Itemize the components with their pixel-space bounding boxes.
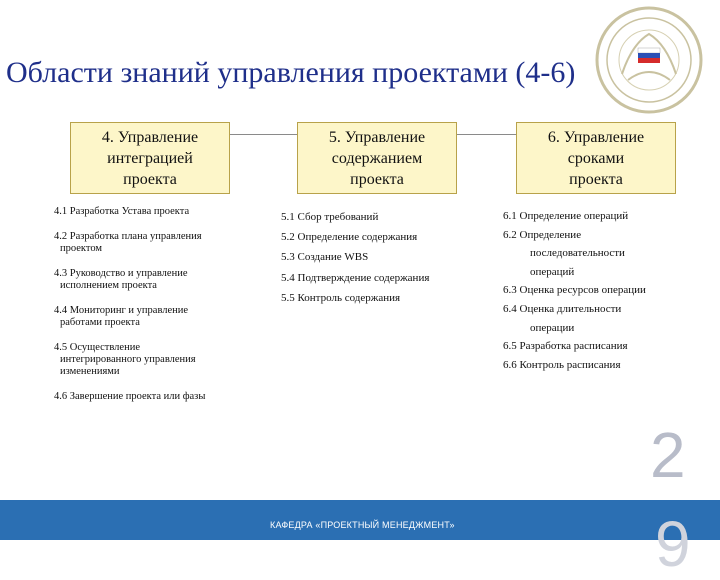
box-integration bbox=[70, 122, 230, 194]
integration-list bbox=[54, 206, 254, 416]
list-item: 4.6 Завершение проекта или фазы bbox=[54, 391, 206, 402]
list-item: 6.6 Контроль расписания bbox=[503, 358, 621, 371]
box-scope-line2: содержанием bbox=[331, 149, 423, 167]
box-scope-line1: 5. Управление bbox=[328, 128, 426, 146]
box-time-line2: сроками bbox=[567, 149, 625, 167]
list-item: 6.1 Определение операций bbox=[503, 210, 629, 222]
list-item: 4.1 Разработка Устава проекта bbox=[54, 206, 190, 217]
footer-department: КАФЕДРА «ПРОЕКТНЫЙ МЕНЕДЖМЕНТ» bbox=[270, 520, 455, 530]
list-item: 5.5 Контроль содержания bbox=[281, 291, 401, 304]
box-time bbox=[516, 122, 676, 194]
list-item-cont: операций bbox=[530, 265, 575, 278]
list-item: 4.3 Руководство и управление исполнением проекта bbox=[54, 268, 188, 291]
list-item-cont: операции bbox=[530, 321, 575, 334]
list-item-cont: последовательности bbox=[530, 247, 625, 260]
time-list bbox=[503, 207, 708, 374]
box-integration-line3: проекта bbox=[123, 170, 177, 188]
list-item: 5.4 Подтверждение содержания bbox=[281, 271, 430, 284]
list-item: 5.1 Сбор требований bbox=[281, 211, 379, 223]
page-number-second-digit: 9 bbox=[655, 508, 691, 580]
box-time-line1: 6. Управление bbox=[547, 128, 645, 146]
box-scope bbox=[297, 122, 457, 194]
list-item: 6.3 Оценка ресурсов операции bbox=[503, 284, 646, 297]
list-item: 6.5 Разработка расписания bbox=[503, 340, 628, 353]
list-item: 6.4 Оценка длительности bbox=[503, 302, 622, 315]
slide-title: Области знаний управления проектами (4-6) bbox=[6, 56, 576, 89]
box-integration-line2: интеграцией bbox=[107, 149, 193, 167]
box-time-line3: проекта bbox=[569, 170, 623, 188]
list-item: 6.2 Определение bbox=[503, 228, 582, 241]
list-item: 5.2 Определение содержания bbox=[281, 231, 418, 244]
list-item: 4.2 Разработка плана управления проектом bbox=[54, 231, 202, 254]
list-item: 4.5 Осуществление интегрированного управления изменениями bbox=[54, 342, 196, 377]
box-scope-line3: проекта bbox=[350, 170, 404, 188]
list-item: 5.3 Создание WBS bbox=[281, 251, 369, 264]
scope-list bbox=[281, 207, 491, 308]
list-item: 4.4 Мониторинг и управление работами проекта bbox=[54, 305, 189, 328]
box-integration-line1: 4. Управление bbox=[101, 128, 199, 146]
page-number: 2 bbox=[650, 419, 686, 491]
university-emblem bbox=[592, 4, 706, 116]
